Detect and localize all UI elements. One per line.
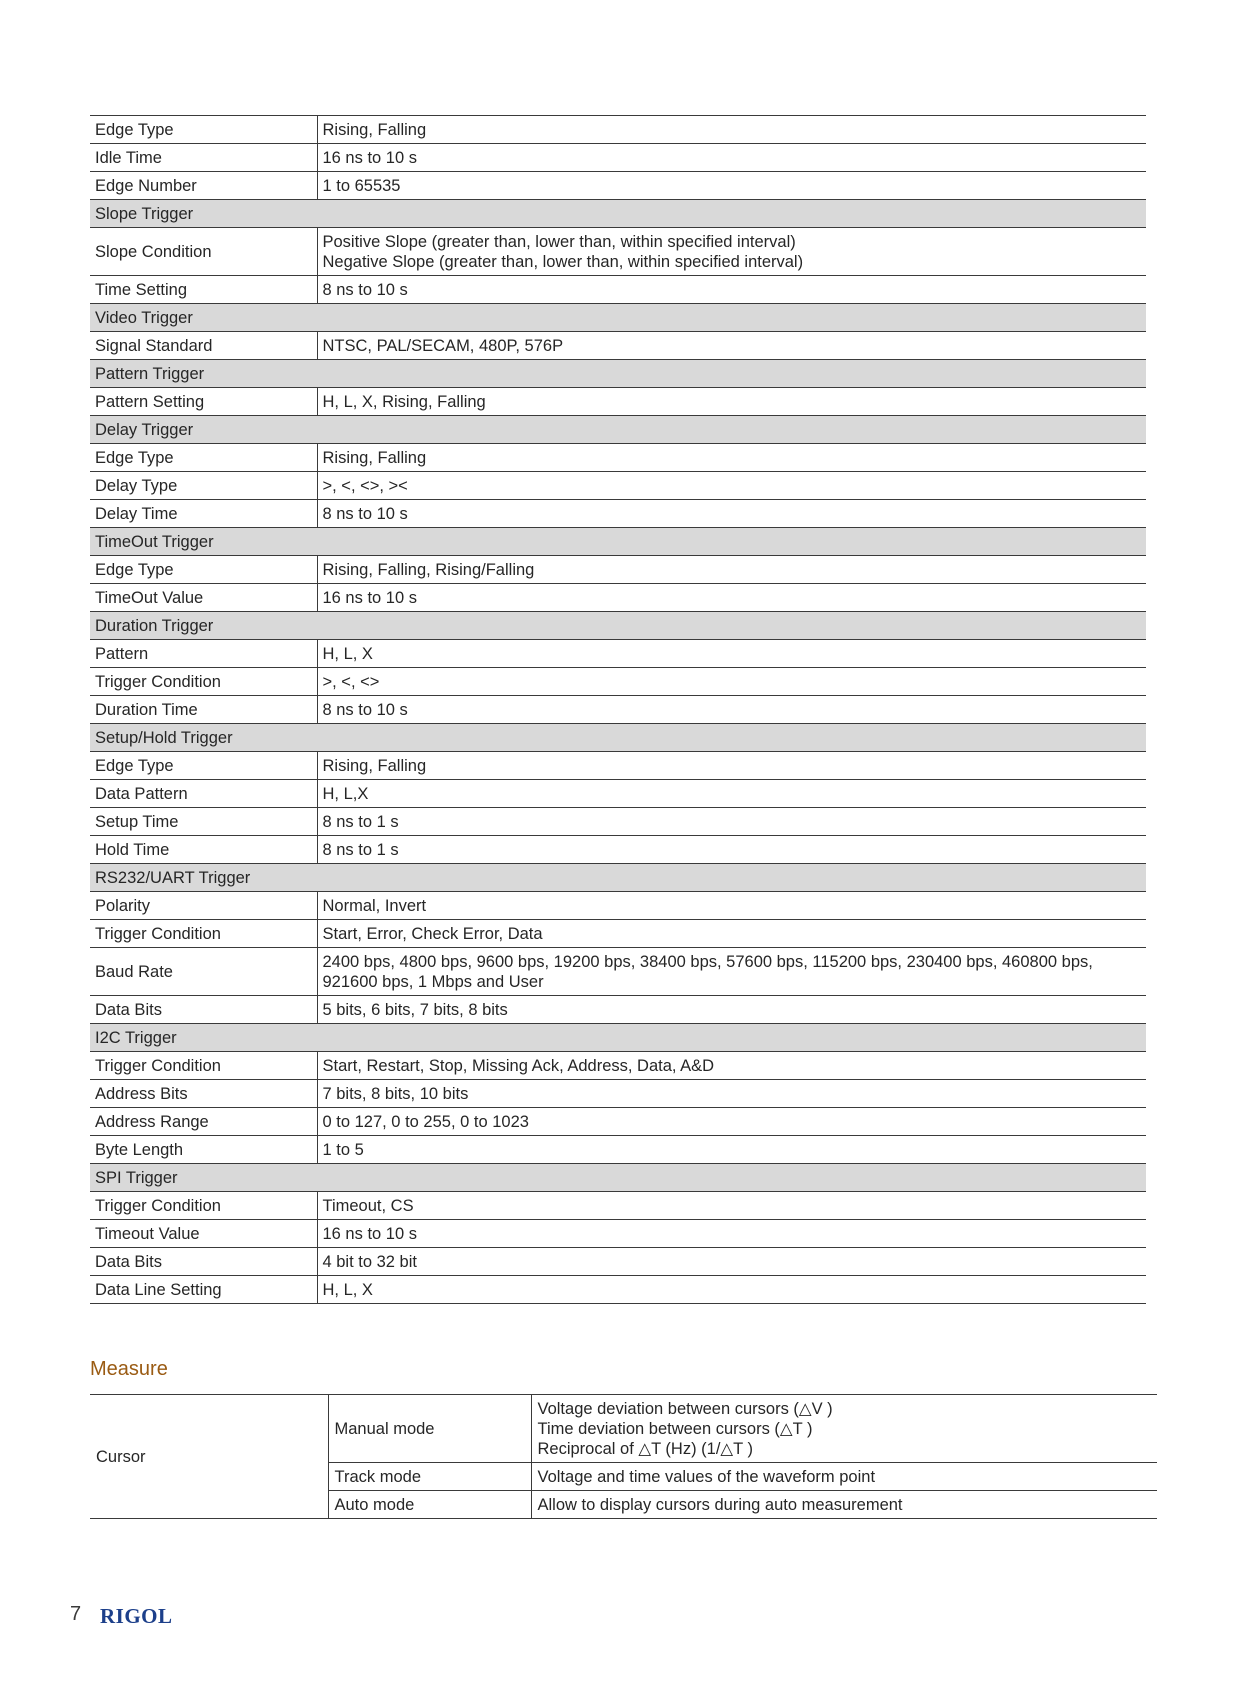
spec-value-line: H, L, X, Rising, Falling	[322, 392, 486, 411]
measure-mode: Manual mode	[328, 1395, 531, 1463]
spec-value-line: 921600 bps, 1 Mbps and User	[322, 972, 544, 991]
spec-label: Edge Number	[95, 176, 197, 195]
spec-label: Trigger Condition	[95, 672, 221, 691]
spec-value-line: 5 bits, 6 bits, 7 bits, 8 bits	[322, 1000, 508, 1019]
spec-row	[90, 1220, 1146, 1248]
spec-row	[90, 808, 1146, 836]
spec-label: Address Range	[95, 1112, 209, 1131]
measure-mode: Track mode	[328, 1463, 531, 1491]
spec-row	[90, 668, 1146, 696]
spec-value-line: Start, Restart, Stop, Missing Ack, Address, Data, A&D	[322, 1056, 715, 1075]
section-header-row	[90, 304, 1146, 332]
spec-row	[90, 144, 1146, 172]
spec-value	[317, 640, 1146, 668]
spec-value	[317, 668, 1146, 696]
section-title: Video Trigger	[90, 304, 1146, 332]
spec-label: Timeout Value	[95, 1224, 200, 1243]
spec-label: Edge Type	[95, 448, 174, 467]
rigol-logo: RIGOL	[100, 1604, 173, 1628]
spec-row	[90, 500, 1146, 528]
spec-row	[90, 584, 1146, 612]
spec-label: Data Pattern	[95, 784, 188, 803]
spec-value	[317, 1248, 1146, 1276]
spec-row	[90, 780, 1146, 808]
measure-description-line: Allow to display cursors during auto measurement	[537, 1495, 903, 1514]
measure-description	[531, 1463, 1157, 1491]
spec-value	[317, 1276, 1146, 1304]
spec-value-line: 8 ns to 10 s	[322, 504, 408, 523]
spec-value-line: 4 bit to 32 bit	[322, 1252, 417, 1271]
spec-value	[317, 836, 1146, 864]
spec-row	[90, 444, 1146, 472]
spec-label: Setup Time	[95, 812, 179, 831]
spec-value	[317, 444, 1146, 472]
spec-value	[317, 1136, 1146, 1164]
section-title: RS232/UART Trigger	[90, 864, 1146, 892]
measure-row	[90, 1395, 1157, 1463]
spec-row	[90, 696, 1146, 724]
spec-row	[90, 836, 1146, 864]
spec-label: Pattern Setting	[95, 392, 205, 411]
spec-value	[317, 500, 1146, 528]
spec-row	[90, 332, 1146, 360]
page-number: 7	[70, 1603, 82, 1625]
spec-value	[317, 276, 1146, 304]
section-header-row	[90, 528, 1146, 556]
spec-label: Edge Type	[95, 120, 174, 139]
section-title: Slope Trigger	[90, 200, 1146, 228]
spec-value	[317, 332, 1146, 360]
spec-row	[90, 1080, 1146, 1108]
spec-label: Edge Type	[95, 756, 174, 775]
spec-value-line: Timeout, CS	[322, 1196, 414, 1215]
spec-value-line: >, <, <>	[322, 672, 380, 691]
spec-label: Pattern	[95, 644, 149, 663]
spec-value	[317, 388, 1146, 416]
spec-value	[317, 472, 1146, 500]
measure-category: Cursor	[96, 1447, 146, 1466]
spec-value-line: H, L,X	[322, 784, 369, 803]
spec-row	[90, 172, 1146, 200]
spec-value	[317, 584, 1146, 612]
trigger-spec-body	[90, 116, 1146, 1304]
spec-value-line: 0 to 127, 0 to 255, 0 to 1023	[322, 1112, 529, 1131]
spec-label: Time Setting	[95, 280, 188, 299]
measure-spec-body	[90, 1395, 1157, 1519]
spec-value-line: Negative Slope (greater than, lower than, within specified interval)	[322, 252, 804, 271]
spec-value	[317, 808, 1146, 836]
spec-row	[90, 276, 1146, 304]
spec-value	[317, 780, 1146, 808]
spec-value-line: 1 to 65535	[322, 176, 401, 195]
spec-row	[90, 472, 1146, 500]
spec-row	[90, 1136, 1146, 1164]
spec-value-line: Start, Error, Check Error, Data	[322, 924, 543, 943]
spec-value	[317, 1052, 1146, 1080]
spec-value-line: H, L, X	[322, 1280, 373, 1299]
spec-value-line: 16 ns to 10 s	[322, 148, 417, 167]
spec-label: Data Line Setting	[95, 1280, 222, 1299]
spec-value-line: Rising, Falling	[322, 756, 427, 775]
spec-value	[317, 116, 1146, 144]
spec-row	[90, 1052, 1146, 1080]
section-title: I2C Trigger	[90, 1024, 1146, 1052]
spec-value-line: Rising, Falling	[322, 120, 427, 139]
spec-row	[90, 116, 1146, 144]
section-title: Pattern Trigger	[90, 360, 1146, 388]
section-header-row	[90, 612, 1146, 640]
spec-label: Trigger Condition	[95, 1056, 221, 1075]
measure-mode: Auto mode	[328, 1491, 531, 1519]
spec-label: Trigger Condition	[95, 924, 221, 943]
spec-label: Delay Type	[95, 476, 178, 495]
spec-label: Slope Condition	[95, 242, 212, 261]
spec-value	[317, 172, 1146, 200]
spec-value	[317, 696, 1146, 724]
spec-value	[317, 948, 1146, 996]
spec-value	[317, 144, 1146, 172]
spec-value-line: Normal, Invert	[322, 896, 427, 915]
spec-value	[317, 752, 1146, 780]
spec-value-line: 2400 bps, 4800 bps, 9600 bps, 19200 bps, 38400 bps, 57600 bps, 115200 bps, 230400 bps, 460800 bps,	[322, 952, 1093, 971]
spec-row	[90, 228, 1146, 276]
spec-row	[90, 556, 1146, 584]
spec-value	[317, 920, 1146, 948]
spec-value-line: NTSC, PAL/SECAM, 480P, 576P	[322, 336, 564, 355]
measure-heading: Measure	[90, 1358, 168, 1380]
measure-spec-table	[90, 1394, 1157, 1519]
spec-value-line: 8 ns to 1 s	[322, 840, 399, 859]
spec-row	[90, 1248, 1146, 1276]
spec-row	[90, 1192, 1146, 1220]
spec-value-line: >, <, <>, ><	[322, 476, 408, 495]
spec-row	[90, 388, 1146, 416]
spec-row	[90, 640, 1146, 668]
spec-label: Polarity	[95, 896, 151, 915]
section-header-row	[90, 360, 1146, 388]
section-title: TimeOut Trigger	[90, 528, 1146, 556]
spec-row	[90, 920, 1146, 948]
spec-value	[317, 1080, 1146, 1108]
spec-label: Hold Time	[95, 840, 170, 859]
measure-description	[531, 1491, 1157, 1519]
measure-description-line: Time deviation between cursors (△T )	[537, 1419, 813, 1438]
section-header-row	[90, 1024, 1146, 1052]
spec-label: Trigger Condition	[95, 1196, 221, 1215]
measure-description-line: Voltage deviation between cursors (△V )	[537, 1399, 833, 1418]
spec-label: Idle Time	[95, 148, 162, 167]
spec-label: Duration Time	[95, 700, 198, 719]
section-header-row	[90, 200, 1146, 228]
trigger-spec-table	[90, 115, 1146, 1304]
section-header-row	[90, 724, 1146, 752]
section-title: Delay Trigger	[90, 416, 1146, 444]
spec-value-line: 1 to 5	[322, 1140, 364, 1159]
measure-description	[531, 1395, 1157, 1463]
spec-value-line: 8 ns to 10 s	[322, 280, 408, 299]
section-header-row	[90, 416, 1146, 444]
spec-value-line: 16 ns to 10 s	[322, 588, 417, 607]
spec-value	[317, 1108, 1146, 1136]
spec-row	[90, 892, 1146, 920]
spec-value	[317, 1220, 1146, 1248]
section-header-row	[90, 1164, 1146, 1192]
spec-value	[317, 228, 1146, 276]
spec-row	[90, 948, 1146, 996]
spec-value	[317, 996, 1146, 1024]
section-title: Setup/Hold Trigger	[90, 724, 1146, 752]
spec-value-line: Positive Slope (greater than, lower than, within specified interval)	[322, 232, 796, 251]
section-title: SPI Trigger	[90, 1164, 1146, 1192]
spec-value	[317, 556, 1146, 584]
spec-label: Delay Time	[95, 504, 178, 523]
spec-value	[317, 1192, 1146, 1220]
spec-label: TimeOut Value	[95, 588, 204, 607]
spec-value-line: Rising, Falling	[322, 448, 427, 467]
section-header-row	[90, 864, 1146, 892]
spec-row	[90, 996, 1146, 1024]
spec-row	[90, 752, 1146, 780]
spec-row	[90, 1276, 1146, 1304]
spec-label: Address Bits	[95, 1084, 188, 1103]
spec-label: Data Bits	[95, 1252, 162, 1271]
spec-label: Signal Standard	[95, 336, 213, 355]
spec-value-line: H, L, X	[322, 644, 373, 663]
spec-value-line: Rising, Falling, Rising/Falling	[322, 560, 535, 579]
spec-label: Data Bits	[95, 1000, 162, 1019]
measure-description-line: Reciprocal of △T (Hz) (1/△T )	[537, 1439, 753, 1458]
section-title: Duration Trigger	[90, 612, 1146, 640]
spec-value-line: 8 ns to 10 s	[322, 700, 408, 719]
spec-label: Baud Rate	[95, 962, 173, 981]
spec-value-line: 16 ns to 10 s	[322, 1224, 417, 1243]
spec-row	[90, 1108, 1146, 1136]
spec-value-line: 7 bits, 8 bits, 10 bits	[322, 1084, 469, 1103]
spec-label: Byte Length	[95, 1140, 184, 1159]
spec-value-line: 8 ns to 1 s	[322, 812, 399, 831]
spec-value	[317, 892, 1146, 920]
spec-label: Edge Type	[95, 560, 174, 579]
measure-description-line: Voltage and time values of the waveform point	[537, 1467, 876, 1486]
